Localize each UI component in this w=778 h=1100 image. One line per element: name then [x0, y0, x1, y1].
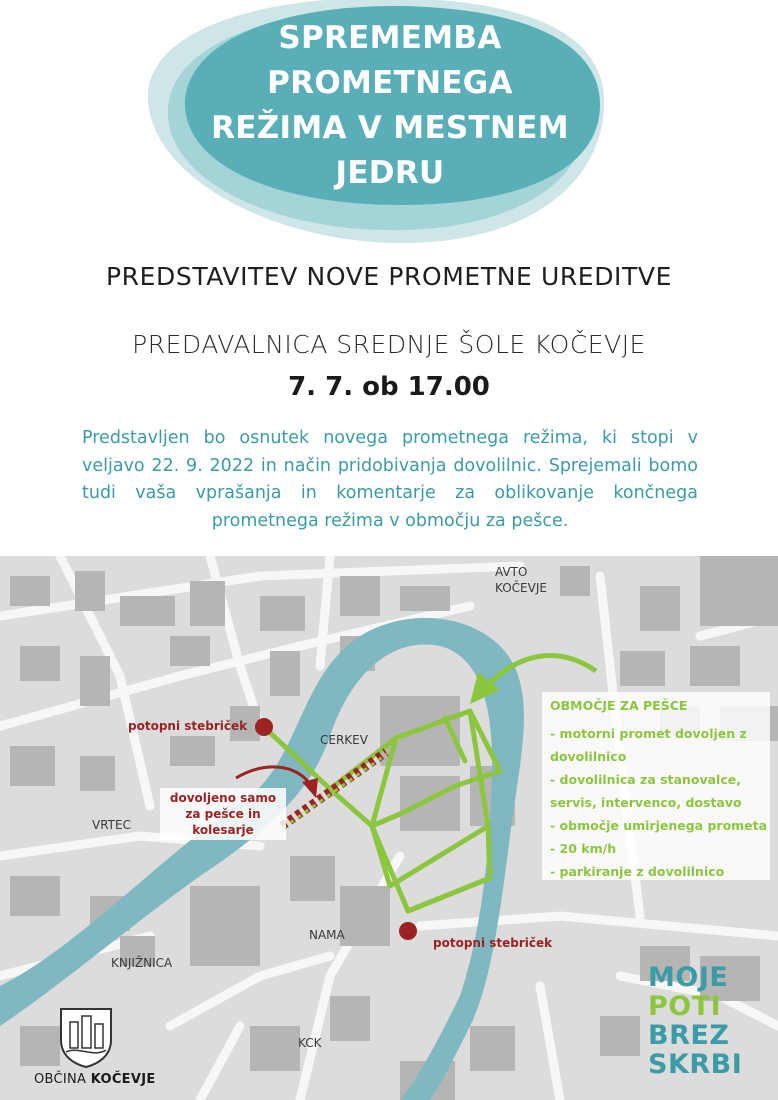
- municipality-prefix: OBČINA: [34, 1072, 87, 1087]
- municipality-crest-icon: [58, 1006, 114, 1068]
- municipality-town: KOČEVJE: [90, 1072, 156, 1087]
- hero-title-line: PROMETNEGA: [267, 65, 513, 101]
- hero-title: [190, 16, 590, 196]
- hero-title-line: SPREMEMBA: [278, 20, 502, 56]
- pedestrian-note-line: kolesarje: [192, 823, 254, 837]
- legend-list: [550, 722, 770, 883]
- hero-title-line: JEDRU: [335, 155, 445, 191]
- map-label-knjiznica: KNJIŽNICA: [111, 956, 173, 970]
- municipality-name: [34, 1072, 156, 1087]
- logo-line: BREZ: [648, 1020, 730, 1051]
- map-label-avto-line2: KOČEVJE: [495, 581, 547, 595]
- map-label-avto: AVTO: [495, 565, 528, 579]
- legend-title: OBMOČJE ZA PEŠCE: [550, 698, 688, 713]
- bollard-label-top: potopni stebriček: [128, 719, 248, 733]
- legend-item: - 20 km/h: [550, 841, 617, 856]
- legend-item: - območje umirjenega prometa: [550, 818, 768, 833]
- hero-title-line: REŽIMA V MESTNEM: [211, 110, 569, 146]
- description: Predstavljen bo osnutek novega prometnega režima, ki stopi v veljavo 22. 9. 2022 in način pridobivanja dovolilnic. Sprejemali bomo tudi vaša vprašanja in komentarje za oblikovanje končnega prometnega režima v območju za pešce.: [82, 428, 698, 531]
- legend-item: - parkiranje z dovolilnico: [550, 864, 725, 879]
- bollard-label-bottom: potopni stebriček: [433, 936, 553, 950]
- legend-item: - motorni promet dovoljen z dovolilnico: [550, 726, 747, 764]
- logo-line: POTI: [648, 991, 722, 1022]
- map-label-vrtec: VRTEC: [92, 818, 131, 832]
- logo-line: MOJE: [648, 962, 729, 993]
- logo-line: SKRBI: [648, 1049, 743, 1080]
- venue: PREDAVALNICA SREDNJE ŠOLE KOČEVJE: [132, 330, 646, 359]
- pedestrian-note-line: dovoljeno samo: [169, 791, 277, 805]
- pedestrian-zone-legend: [542, 692, 770, 880]
- pedestrian-only-note: [160, 788, 286, 840]
- map-label-kck: KCK: [298, 1036, 322, 1050]
- map-label-nama: NAMA: [309, 928, 345, 942]
- campaign-logo: [648, 963, 742, 1079]
- event-datetime: 7. 7. ob 17.00: [288, 372, 490, 402]
- pedestrian-note-line: za pešce in: [185, 807, 261, 821]
- subtitle: PREDSTAVITEV NOVE PROMETNE UREDITVE: [105, 262, 673, 291]
- map-label-cerkev: CERKEV: [320, 733, 368, 747]
- legend-item: - dovolilnica za stanovalce, servis, intervenco, dostavo: [550, 772, 742, 810]
